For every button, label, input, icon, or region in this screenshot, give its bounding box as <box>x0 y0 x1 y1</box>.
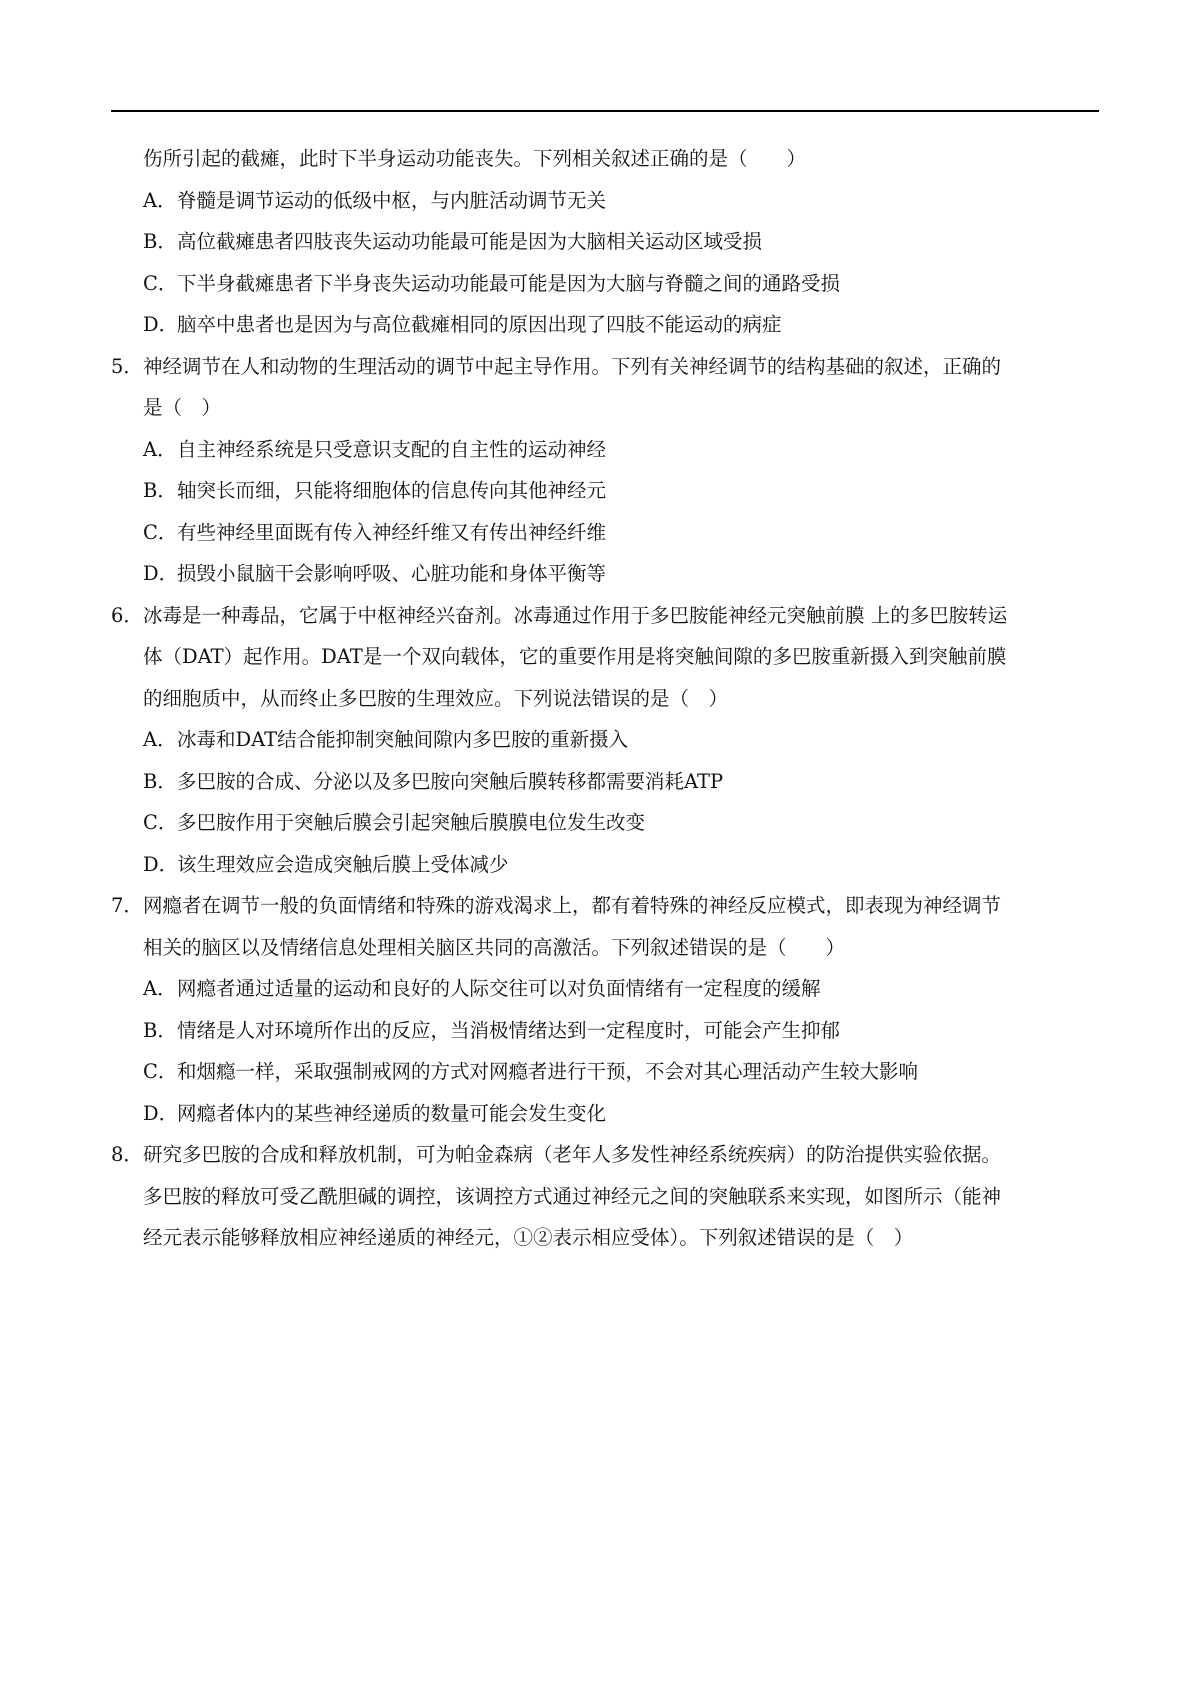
option-text: 情绪是人对环境所作出的反应，当消极情绪达到一定程度时，可能会产生抑郁 <box>177 1018 841 1042</box>
question-5 <box>111 346 1099 595</box>
question-4-option-b <box>111 221 1099 263</box>
question-stem-text: 神经调节在人和动物的生理活动的调节中起主导作用。下列有关神经调节的结构基础的叙述，正确的 <box>143 354 1002 378</box>
option-text: 轴突长而细，只能将细胞体的信息传向其他神经元 <box>177 479 607 502</box>
question-7-option-b <box>111 1010 1099 1052</box>
question-6-option-b <box>111 761 1099 803</box>
option-label: A． <box>143 188 177 212</box>
question-8 <box>111 1134 1099 1259</box>
question-4-stem-continued: 伤所引起的截瘫，此时下半身运动功能丧失。下列相关叙述正确的是（ ） <box>143 147 807 170</box>
option-label: D． <box>143 1101 179 1125</box>
option-text: 冰毒和DAT结合能抑制突触间隙内多巴胺的重新摄入 <box>177 728 629 751</box>
option-label: D． <box>143 852 179 876</box>
option-label: A． <box>143 728 177 751</box>
question-7-option-a <box>111 968 1099 1010</box>
option-label: C． <box>143 811 178 834</box>
question-5-stem-line-2: 是（ ） <box>143 396 222 419</box>
question-7-option-d <box>111 1093 1099 1135</box>
question-number: 8． <box>111 1143 143 1166</box>
question-7-stem-line-2: 相关的脑区以及情绪信息处理相关脑区共同的高激活。下列叙述错误的是（ ） <box>143 935 846 959</box>
option-label: B． <box>143 230 177 253</box>
option-label: A． <box>143 437 177 461</box>
question-7-stem-line-1 <box>111 885 1099 927</box>
question-5-option-b <box>111 470 1099 512</box>
question-8-stem-line-2: 多巴胺的释放可受乙酰胆碱的调控，该调控方式通过神经元之间的突触联系来实现，如图所示（能神 <box>143 1184 1002 1208</box>
question-4 <box>111 138 1099 346</box>
question-4-option-c <box>111 263 1099 305</box>
question-6-stem-line-3: 的细胞质中，从而终止多巴胺的生理效应。下列说法错误的是（ ） <box>143 686 729 710</box>
option-label: A． <box>143 977 177 1000</box>
option-label: B． <box>143 479 177 502</box>
option-label: D． <box>143 562 179 585</box>
option-label: C． <box>143 520 178 544</box>
option-text: 该生理效应会造成突触后膜上受体减少 <box>177 852 509 876</box>
option-text: 自主神经系统是只受意识支配的自主性的运动神经 <box>177 437 607 461</box>
question-4-option-a <box>111 180 1099 222</box>
option-text: 有些神经里面既有传入神经纤维又有传出神经纤维 <box>177 520 607 544</box>
option-label: C． <box>143 1060 178 1083</box>
option-label: B． <box>143 1018 177 1042</box>
question-7 <box>111 885 1099 1134</box>
option-text: 网瘾者通过适量的运动和良好的人际交往可以对负面情绪有一定程度的缓解 <box>177 977 821 1000</box>
option-text: 下半身截瘫患者下半身丧失运动功能最可能是因为大脑与脊髓之间的通路受损 <box>177 271 841 295</box>
option-label: D． <box>143 313 179 336</box>
option-text: 和烟瘾一样，采取强制戒网的方式对网瘾者进行干预，不会对其心理活动产生较大影响 <box>177 1060 919 1083</box>
question-5-stem-line-1 <box>111 346 1099 388</box>
option-text: 高位截瘫患者四肢丧失运动功能最可能是因为大脑相关运动区域受损 <box>177 230 763 253</box>
question-6-option-a <box>111 719 1099 761</box>
question-4-option-d <box>111 304 1099 346</box>
header-rule <box>111 110 1099 112</box>
option-text: 脑卒中患者也是因为与高位截瘫相同的原因出现了四肢不能运动的病症 <box>177 313 782 336</box>
question-6-option-c <box>111 802 1099 844</box>
option-text: 脊髓是调节运动的低级中枢，与内脏活动调节无关 <box>177 188 607 212</box>
question-stem-text: 冰毒是一种毒品，它属于中枢神经兴奋剂。冰毒通过作用于多巴胺能神经元突触前膜 上的多巴胺转运 <box>143 603 1008 627</box>
question-5-option-c <box>111 512 1099 554</box>
option-text: 多巴胺作用于突触后膜会引起突触后膜膜电位发生改变 <box>177 811 646 834</box>
option-text: 损毁小鼠脑干会影响呼吸、心脏功能和身体平衡等 <box>177 562 607 585</box>
option-label: B． <box>143 769 177 793</box>
question-7-option-c <box>111 1051 1099 1093</box>
question-6-option-d <box>111 844 1099 886</box>
question-5-option-d <box>111 553 1099 595</box>
option-label: C． <box>143 271 178 295</box>
question-8-stem-line-3: 经元表示能够释放相应神经递质的神经元，①②表示相应受体）。下列叙述错误的是（ ） <box>143 1226 914 1249</box>
question-8-stem-line-1 <box>111 1134 1099 1176</box>
question-6 <box>111 595 1099 886</box>
question-number: 6． <box>111 603 143 627</box>
exam-content <box>111 138 1099 1259</box>
question-5-option-a <box>111 429 1099 471</box>
option-text: 网瘾者体内的某些神经递质的数量可能会发生变化 <box>177 1101 607 1125</box>
question-number: 5． <box>111 354 143 378</box>
question-6-stem-line-1 <box>111 595 1099 637</box>
question-number: 7． <box>111 894 143 917</box>
option-text: 多巴胺的合成、分泌以及多巴胺向突触后膜转移都需要消耗ATP <box>177 769 724 793</box>
question-6-stem-line-2: 体（DAT）起作用。DAT是一个双向载体，它的重要作用是将突触间隙的多巴胺重新摄入到突触前膜 <box>143 645 1007 668</box>
question-stem-text: 研究多巴胺的合成和释放机制，可为帕金森病（老年人多发性神经系统疾病）的防治提供实验依据。 <box>143 1143 1002 1166</box>
question-stem-text: 网瘾者在调节一般的负面情绪和特殊的游戏渴求上，都有着特殊的神经反应模式，即表现为神经调节 <box>143 894 1002 917</box>
